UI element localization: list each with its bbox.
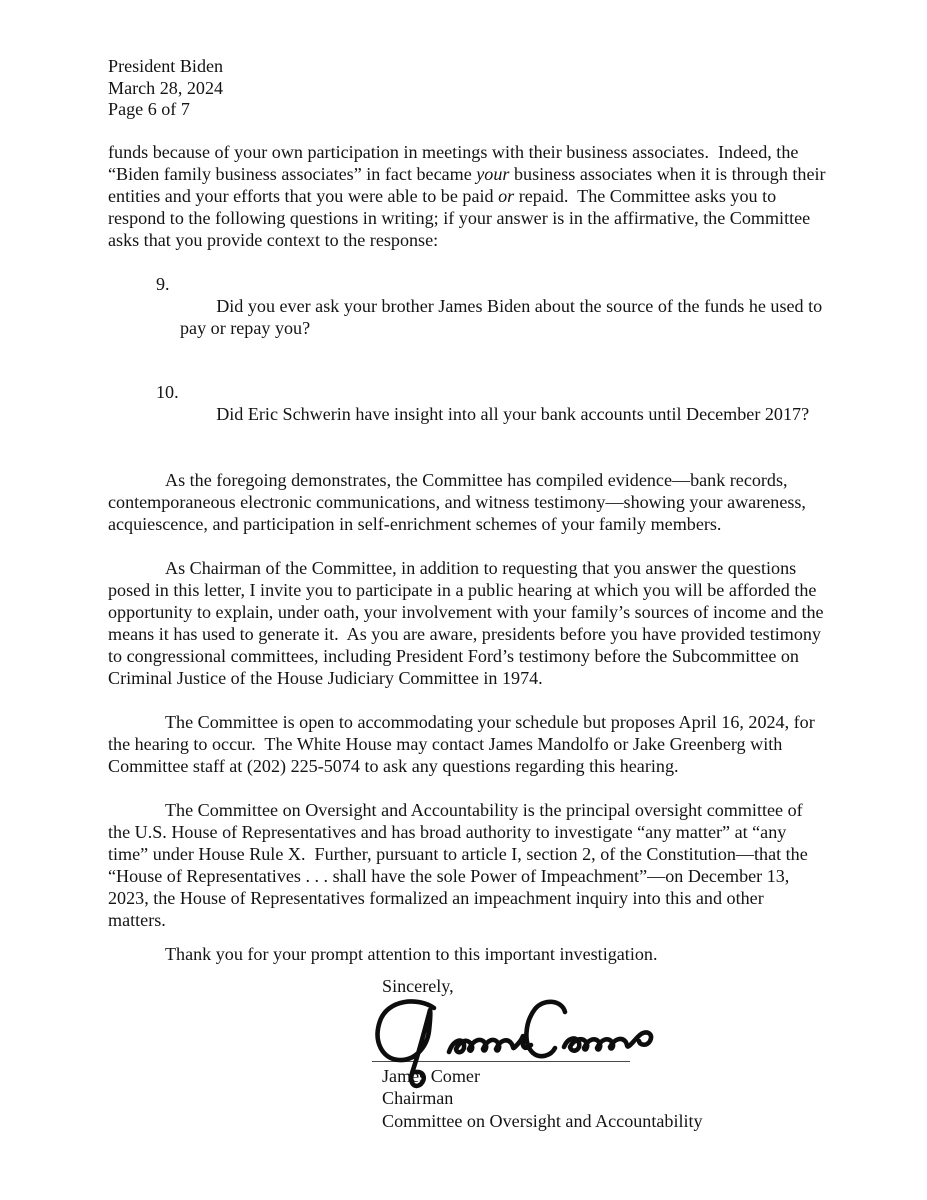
question-list: [108, 273, 826, 447]
question-number: 9.: [156, 273, 170, 294]
paragraph: As the foregoing demonstrates, the Committee has compiled evidence—bank records, contemporaneous electronic communications, and witness testimony—showing your awareness, acquiescence, and participation in self-enrichment schemes of your family members.: [108, 469, 811, 534]
paragraph: As Chairman of the Committee, in addition to requesting that you answer the questions posed in this letter, I invite you to participate in a public hearing at which you will be afforded the opportunity to explain, under oath, your involvement with your family’s sources of income and the means it has used to generate it. As you are aware, presidents before you have provided testimony to congressional committees, including President Ford’s testimony before the Subcommittee on Criminal Justice of the House Judiciary Committee in 1974.: [108, 557, 829, 688]
closing-thanks-paragraph: Thank you for your prompt attention to this important investigation.: [165, 943, 658, 964]
italic-word: your: [476, 163, 510, 184]
list-item: [108, 381, 826, 447]
paragraph-continuation: [108, 141, 831, 251]
paragraph-text: repaid. The Committee asks you to respond to the following questions in writing; if your answer is in the affirmative, the Committee asks that you provide context to the response:: [108, 185, 815, 250]
question-number: 10.: [156, 381, 179, 402]
list-item: [108, 273, 826, 361]
page-number: Page 6 of 7: [108, 99, 190, 119]
letter-content: [108, 56, 831, 1133]
paragraph: The Committee on Oversight and Accountability is the principal oversight committee of the U.S. House of Representatives and has broad authority to investigate “any matter” at “any time” under House Rule X. Further, pursuant to article I, section 2, of the Constitution—that the “House of Representatives . . . shall have the sole Power of Impeachment”—on December 13, 2023, the House of Representatives formalized an impeachment inquiry into this and other matters.: [108, 799, 813, 930]
signature-block: [372, 999, 672, 1065]
paragraph-text: funds because of your own participation in meetings with their business associates. Indeed, the “Biden family business associates” in fact became: [108, 141, 803, 184]
signer-name: James Comer: [382, 1065, 480, 1086]
paragraph-text: business associates when it is through their entities and your efforts that you were able to be paid: [108, 163, 831, 206]
recipient-line: President Biden: [108, 56, 224, 76]
date-line: March 28, 2024: [108, 77, 224, 98]
signer-organization: Committee on Oversight and Accountability: [382, 1111, 703, 1132]
signature-line: [372, 1061, 630, 1063]
question-text: Did you ever ask your brother James Biden about the source of the funds he used to pay or repay you?: [180, 295, 827, 338]
signature-typed-block: [382, 1065, 826, 1133]
paragraph: The Committee is open to accommodating your schedule but proposes April 16, 2024, for the hearing to occur. The White House may contact James Mandolfo or Jake Greenberg with Committee staff at (202) 225-5074 to ask any questions regarding this hearing.: [108, 711, 820, 776]
letter-header: [108, 56, 826, 121]
italic-word: or: [498, 185, 515, 206]
signer-title: Chairman: [382, 1088, 454, 1109]
salutation: Sincerely,: [382, 975, 454, 996]
question-text: Did Eric Schwerin have insight into all your bank accounts until December 2017?: [216, 403, 810, 424]
